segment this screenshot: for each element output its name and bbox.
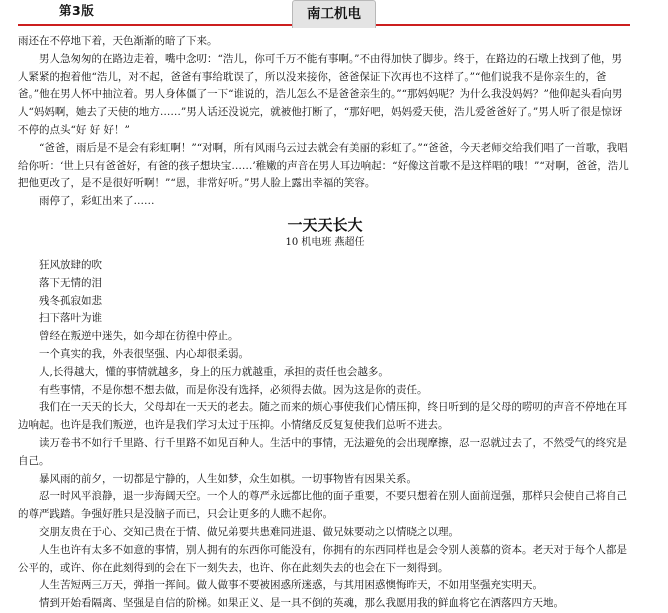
- story-paragraph: “爸爸，雨后是不是会有彩虹啊！”“对啊，所有风雨乌云过去就会有美丽的彩虹了。”“爸爸，今天老师交给我们唱了一首歌，我唱给你听：‘世上只有爸爸好，有爸的孩子想块宝……’稚嫩的声音在男人耳边响起：“好像这首歌不是这样唱的哦！”“对啊，爸爸，浩儿把他更改了，是不是很好听啊！”“恩，非常好听。”男人脸上露出幸福的笑容。: [18, 141, 629, 190]
- essay-title: 一天天长大: [287, 215, 363, 234]
- issue-label: 第3版: [59, 3, 95, 18]
- header-rule-right: [375, 24, 630, 26]
- poem-line: 狂风放肆的吹: [39, 258, 102, 271]
- essay-paragraph: 我们在一天天的长大，父母却在一天天的老去。随之而来的烦心事使我们心情压抑，终日听到的是父母的唠叨的声音不停地在耳边响起。也许是我们叛逆，也许是我们学习太过于压抑。小情绪反反复复使我们总听不进去。: [18, 401, 627, 432]
- essay-paragraph: 暴风雨的前夕，一切都是宁静的，人生如梦，众生如棋。一切事物皆有因果关系。: [39, 472, 417, 485]
- poem-line: 残冬孤寂如悲: [39, 294, 102, 307]
- story-paragraph: 雨停了，彩虹出来了……: [39, 195, 155, 208]
- essay-paragraph: 读万卷书不如行千里路、行千里路不如见百种人。生活中的事情，无法避免的会出现摩擦，忍一忍就过去了，不然受气的终究是自己。: [18, 436, 627, 467]
- story: [18, 33, 632, 211]
- story-paragraph: 男人急匆匆的在路边走着，嘴中念叨：“浩儿，你可千万不能有事啊。”不由得加快了脚步。终于，在路边的石墩上找到了他，男人紧紧的抱着他“浩儿，对不起，爸爸有事给耽误了，所以没来接你，爸爸保证下次再也不这样了。”“他们说我不是你亲生的，爸爸。”他在男人怀中抽泣着。男人身体僵了一下“谁说的，浩儿怎么不是爸爸亲生的。”“那妈妈呢？为什么我没妈妈？”他仰起头看向男人“妈妈啊，她去了天使的地方……”男人话还没说完，就被他打断了，“那好吧，妈妈爱天使，浩儿爱爸爸好了。”男人听了很是惊讶不停的点头“好 好 好！”: [18, 52, 623, 136]
- story-paragraph: 雨还在不停地下着，天色渐渐的暗了下来。: [18, 35, 218, 47]
- essay-paragraph: 人生也许有太多不如意的事情，别人拥有的东西你可能没有，你拥有的东西同样也是会令别人羡慕的资本。老天对于每个人都是公平的，或许、你在此刻得到的会在下一刻失去，也许、你在此刻失去的也会在下一刻得到。: [18, 543, 627, 574]
- poem-line: 扫下落叶为谁: [39, 312, 102, 325]
- essay-paragraph: 忍一时风平浪静，退一步海阔天空。一个人的尊严永远都比他的面子重要，不要只想着在别人面前逞强，那样只会使自己将自己的尊严践踏。争强好胜只是没脑子而已，只会让更多的人瞧不起你。: [18, 490, 627, 521]
- page-content: [18, 33, 632, 613]
- essay-paragraph: 交朋友贵在于心、交知己贵在于情、做兄弟要共患难同进退、做兄妹要动之以情晓之以理。: [39, 525, 459, 538]
- essay-paragraph: 人,长得越大，懂的事情就越多，身上的压力就越重，承担的责任也会越多。: [39, 365, 389, 378]
- poem-line: 曾经在叛逆中迷失，如今却在彷徨中停止。: [39, 330, 239, 343]
- essay-poem: [18, 257, 632, 364]
- essay-paragraph: 有些事情，不是你想不想去做，而是你没有选择，必须得去做。因为这是你的责任。: [39, 383, 428, 396]
- essay-paragraph: 人生苦短两三万天，弹指一挥间。做人做事不要被困惑所迷惑，与其用困惑懊悔昨天，不如用坚强充实明天。: [39, 579, 543, 592]
- poem-line: 落下无情的泪: [39, 276, 102, 289]
- essay-paragraph: 情到开始看隔离、坚强是自信的阶梯。如果正义、是一具不倒的英魂，那么我愿用我的鲜血将它在洒落四方天地。: [39, 597, 564, 610]
- poem-line: 一个真实的我，外表很坚强、内心却很柔弱。: [39, 347, 249, 360]
- essay-byline: 10 机电班 燕超任: [285, 236, 365, 248]
- paper-name-tab: 南工机电: [292, 0, 376, 28]
- header-rule-left: [18, 24, 293, 26]
- page-header: [0, 0, 668, 32]
- essay-body: [18, 364, 632, 613]
